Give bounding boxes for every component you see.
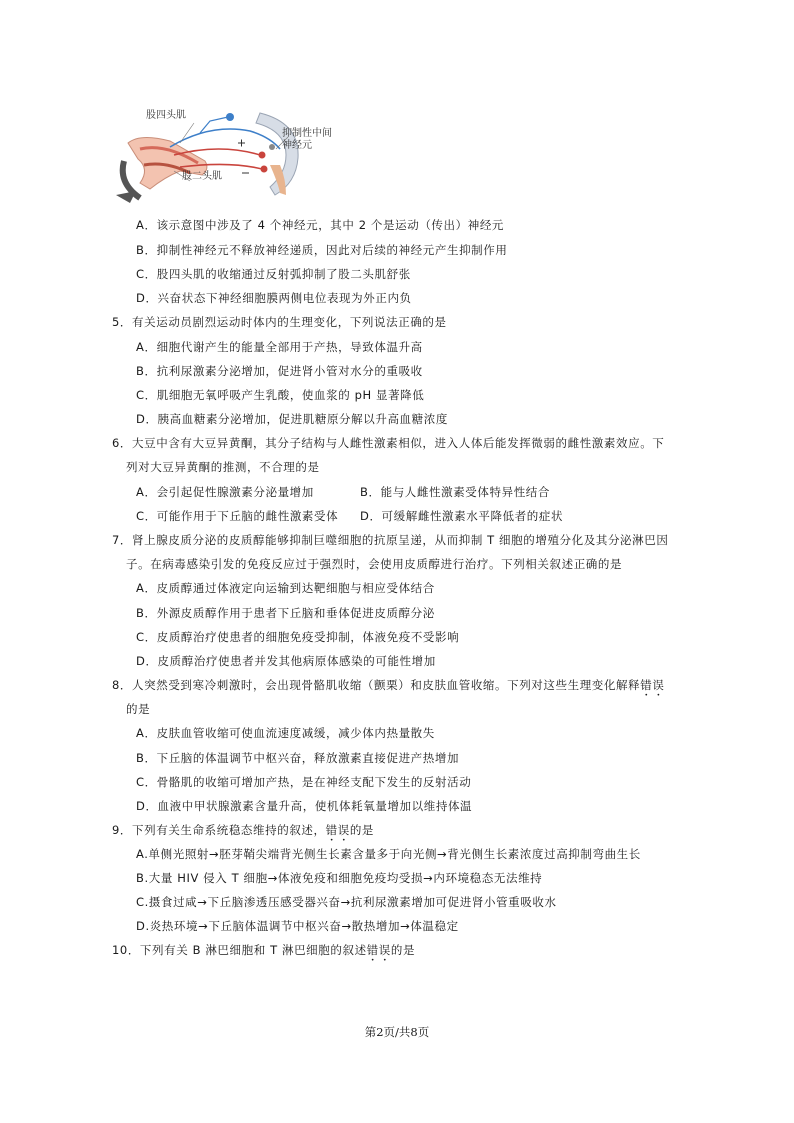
q7-option-d: D．皮质醇治疗使患者并发其他病原体感染的可能性增加 <box>136 654 436 668</box>
page-footer: 第2页/共8页 <box>364 1025 430 1039</box>
reflex-arc-figure <box>110 103 350 203</box>
q8-stem-text: 8．人突然受到寒冷刺激时，会出现骨骼肌收缩（颤栗）和皮肤血管收缩。下列对这些生理变化解释 <box>112 678 641 692</box>
q8-option-b: B．下丘脑的体温调节中枢兴奋，释放激素直接促进产热增加 <box>136 751 460 765</box>
q9-emphasis-wrong: 错误 <box>325 823 350 837</box>
q5-option-a: A．细胞代谢产生的能量全部用于产热，导致体温升高 <box>136 340 423 354</box>
q8-stem-line2: 的是 <box>126 702 151 716</box>
q5-option-b: B．抗利尿激素分泌增加，促进肾小管对水分的重吸收 <box>136 364 423 378</box>
q9-option-c: C.摄食过咸→下丘脑渗透压感受器兴奋→抗利尿激素增加可促进肾小管重吸收水 <box>136 895 557 909</box>
q5-stem: 5．有关运动员剧烈运动时体内的生理变化，下列说法正确的是 <box>112 315 447 329</box>
q9-stem-text: 9．下列有关生命系统稳态维持的叙述， <box>112 823 326 837</box>
q6-option-d: D．可缓解雌性激素水平降低者的症状 <box>360 509 564 523</box>
label-inhibitory-interneuron-2: 神经元 <box>282 140 312 151</box>
q6-option-c: C．可能作用于下丘脑的雌性激素受体 <box>136 509 339 523</box>
q8-stem-line1 <box>112 677 664 699</box>
q5-option-c: C．肌细胞无氧呼吸产生乳酸，使血浆的 pH 显著降低 <box>136 388 425 402</box>
q4-option-d: D．兴奋状态下神经细胞膜两侧电位表现为外正内负 <box>136 291 412 305</box>
q7-stem-line2: 子。在病毒感染引发的免疫反应过于强烈时，会使用皮质醇进行治疗。下列相关叙述正确的是 <box>126 557 623 571</box>
q6-stem-line1: 6．大豆中含有大豆异黄酮，其分子结构与人雌性激素相似，进入人体后能发挥微弱的雌性激素效应。下 <box>112 436 665 450</box>
q10-stem-text: 10．下列有关 B 淋巴细胞和 T 淋巴细胞的叙述 <box>112 943 367 957</box>
q6-option-a: A．会引起促性腺激素分泌量增加 <box>136 485 314 499</box>
q9-stem-end: 的是 <box>349 823 375 837</box>
label-biceps-femoris: 股二头肌 <box>182 171 222 182</box>
q4-option-a: A．该示意图中涉及了 4 个神经元，其中 2 个是运动（传出）神经元 <box>136 218 505 232</box>
q6-option-b: B．能与人雌性激素受体特异性结合 <box>360 485 550 499</box>
q5-option-d: D．胰高血糖素分泌增加，促进肌糖原分解以升高血糖浓度 <box>136 412 448 426</box>
q4-option-b: B．抑制性神经元不释放神经递质，因此对后续的神经元产生抑制作用 <box>136 243 508 257</box>
q9-option-d: D.炎热环境→下丘脑体温调节中枢兴奋→散热增加→体温稳定 <box>136 919 459 933</box>
q9-option-b: B.大量 HIV 侵入 T 细胞→体液免疫和细胞免疫均受损→内环境稳态无法维持 <box>136 871 543 885</box>
q9-option-a: A.单侧光照射→胚芽鞘尖端背光侧生长素含量多于向光侧→背光侧生长素浓度过高抑制弯曲生长 <box>136 847 641 861</box>
q10-stem-end: 的是 <box>390 943 416 957</box>
q9-stem <box>112 822 374 844</box>
q8-option-a: A．皮肤血管收缩可使血流速度减缓，减少体内热量散失 <box>136 726 435 740</box>
q7-option-c: C．皮质醇治疗使患者的细胞免疫受抑制，体液免疫不受影响 <box>136 630 460 644</box>
label-inhibitory-interneuron-1: 抑制性中间 <box>282 128 332 139</box>
q7-option-b: B．外源皮质醇作用于患者下丘脑和垂体促进皮质醇分泌 <box>136 606 435 620</box>
q6-stem-line2: 列对大豆异黄酮的推测，不合理的是 <box>126 460 320 474</box>
q4-option-c: C．股四头肌的收缩通过反射弧抑制了股二头肌舒张 <box>136 267 411 281</box>
q7-stem-line1: 7．肾上腺皮质分泌的皮质醇能够抑制巨噬细胞的抗原呈递，从而抑制 T 细胞的增殖分化及其分泌淋巴因 <box>112 533 669 547</box>
q10-stem <box>112 942 415 964</box>
q7-option-a: A．皮质醇通过体液定向运输到达靶细胞与相应受体结合 <box>136 581 435 595</box>
q10-emphasis-wrong: 错误 <box>366 943 391 957</box>
q8-emphasis-wrong: 错误 <box>640 678 665 692</box>
label-quadriceps: 股四头肌 <box>146 110 186 121</box>
q8-option-d: D．血液中甲状腺激素含量升高，使机体耗氧量增加以维持体温 <box>136 799 473 813</box>
q8-option-c: C．骨骼肌的收缩可增加产热，是在神经支配下发生的反射活动 <box>136 775 472 789</box>
